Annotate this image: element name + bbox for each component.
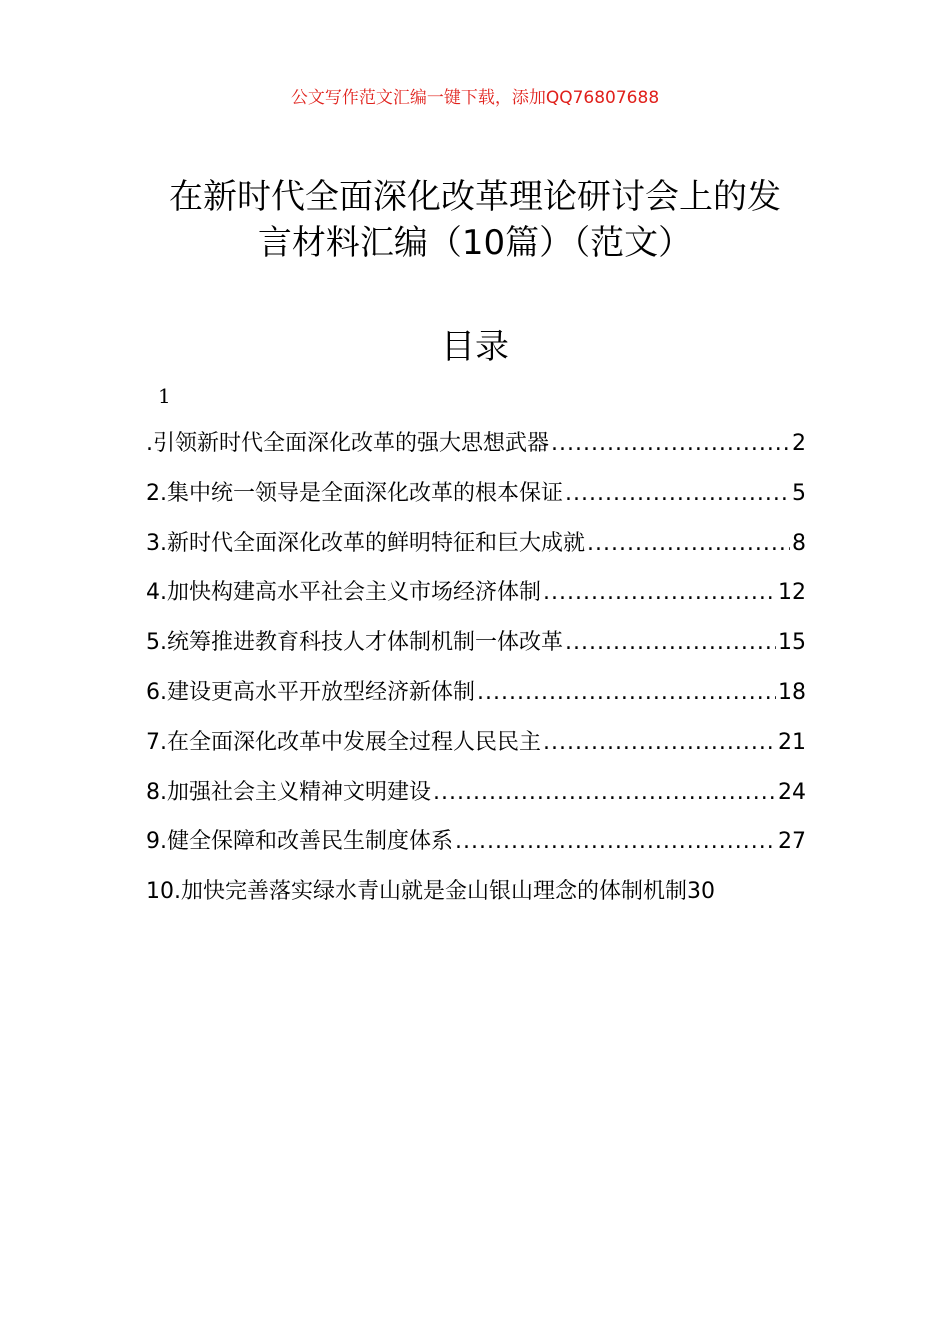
toc-entry-title: 6.建设更高水平开放型经济新体制 <box>146 679 475 705</box>
dot-leader <box>551 424 790 464</box>
document-title <box>150 174 800 266</box>
toc-entry-page: 21 <box>778 729 806 755</box>
dot-leader <box>543 573 776 613</box>
dot-leader <box>565 474 790 514</box>
toc-entry-title: 7.在全面深化改革中发展全过程人民民主 <box>146 729 541 755</box>
dot-leader <box>455 822 776 862</box>
toc-entry-page: 27 <box>778 829 806 855</box>
toc-entry[interactable] <box>146 872 806 922</box>
toc-entry-title: 2.集中统一领导是全面深化改革的根本保证 <box>146 480 563 506</box>
page-number-marker: 1 <box>158 384 171 408</box>
toc-entry-title: 8.加强社会主义精神文明建设 <box>146 779 431 805</box>
toc-entry-page: 2 <box>792 431 806 456</box>
toc-entry-title: 5.统筹推进教育科技人才体制机制一体改革 <box>146 630 563 656</box>
title-line-2: 言材料汇编（10篇）（范文） <box>257 223 693 263</box>
toc-entry-page: 30 <box>687 879 715 905</box>
toc-entry[interactable] <box>146 524 806 574</box>
toc-entry-page: 15 <box>778 630 806 656</box>
toc-entry-page: 24 <box>778 779 806 805</box>
toc-entry-page: 12 <box>778 580 806 606</box>
toc-entry[interactable] <box>146 424 806 474</box>
toc-entry[interactable] <box>146 474 806 524</box>
toc-entry[interactable] <box>146 822 806 872</box>
toc-entry[interactable] <box>146 673 806 723</box>
toc-entry-page: 8 <box>792 530 806 556</box>
dot-leader <box>477 673 776 713</box>
toc-entry-page: 18 <box>778 679 806 705</box>
toc-heading: 目录 <box>441 327 509 367</box>
toc-entry-title: 3.新时代全面深化改革的鲜明特征和巨大成就 <box>146 530 585 556</box>
toc-entry[interactable] <box>146 573 806 623</box>
title-line-1: 在新时代全面深化改革理论研讨会上的发 <box>169 177 781 217</box>
toc-entry[interactable] <box>146 723 806 773</box>
toc-entry[interactable] <box>146 773 806 823</box>
toc-entry-title: 4.加快构建高水平社会主义市场经济体制 <box>146 580 541 606</box>
table-of-contents <box>146 424 806 922</box>
dot-leader <box>587 524 790 564</box>
toc-entry-title: 10.加快完善落实绿水青山就是金山银山理念的体制机制 <box>146 879 687 905</box>
toc-entry[interactable] <box>146 623 806 673</box>
toc-entry-page: 5 <box>792 480 806 506</box>
dot-leader <box>543 723 776 763</box>
toc-entry-title: .引领新时代全面深化改革的强大思想武器 <box>146 431 549 456</box>
toc-entry-title: 9.健全保障和改善民生制度体系 <box>146 829 453 855</box>
dot-leader <box>433 773 776 813</box>
dot-leader <box>565 623 776 663</box>
download-note: 公文写作范文汇编一键下载，添加QQ76807688 <box>290 88 660 108</box>
